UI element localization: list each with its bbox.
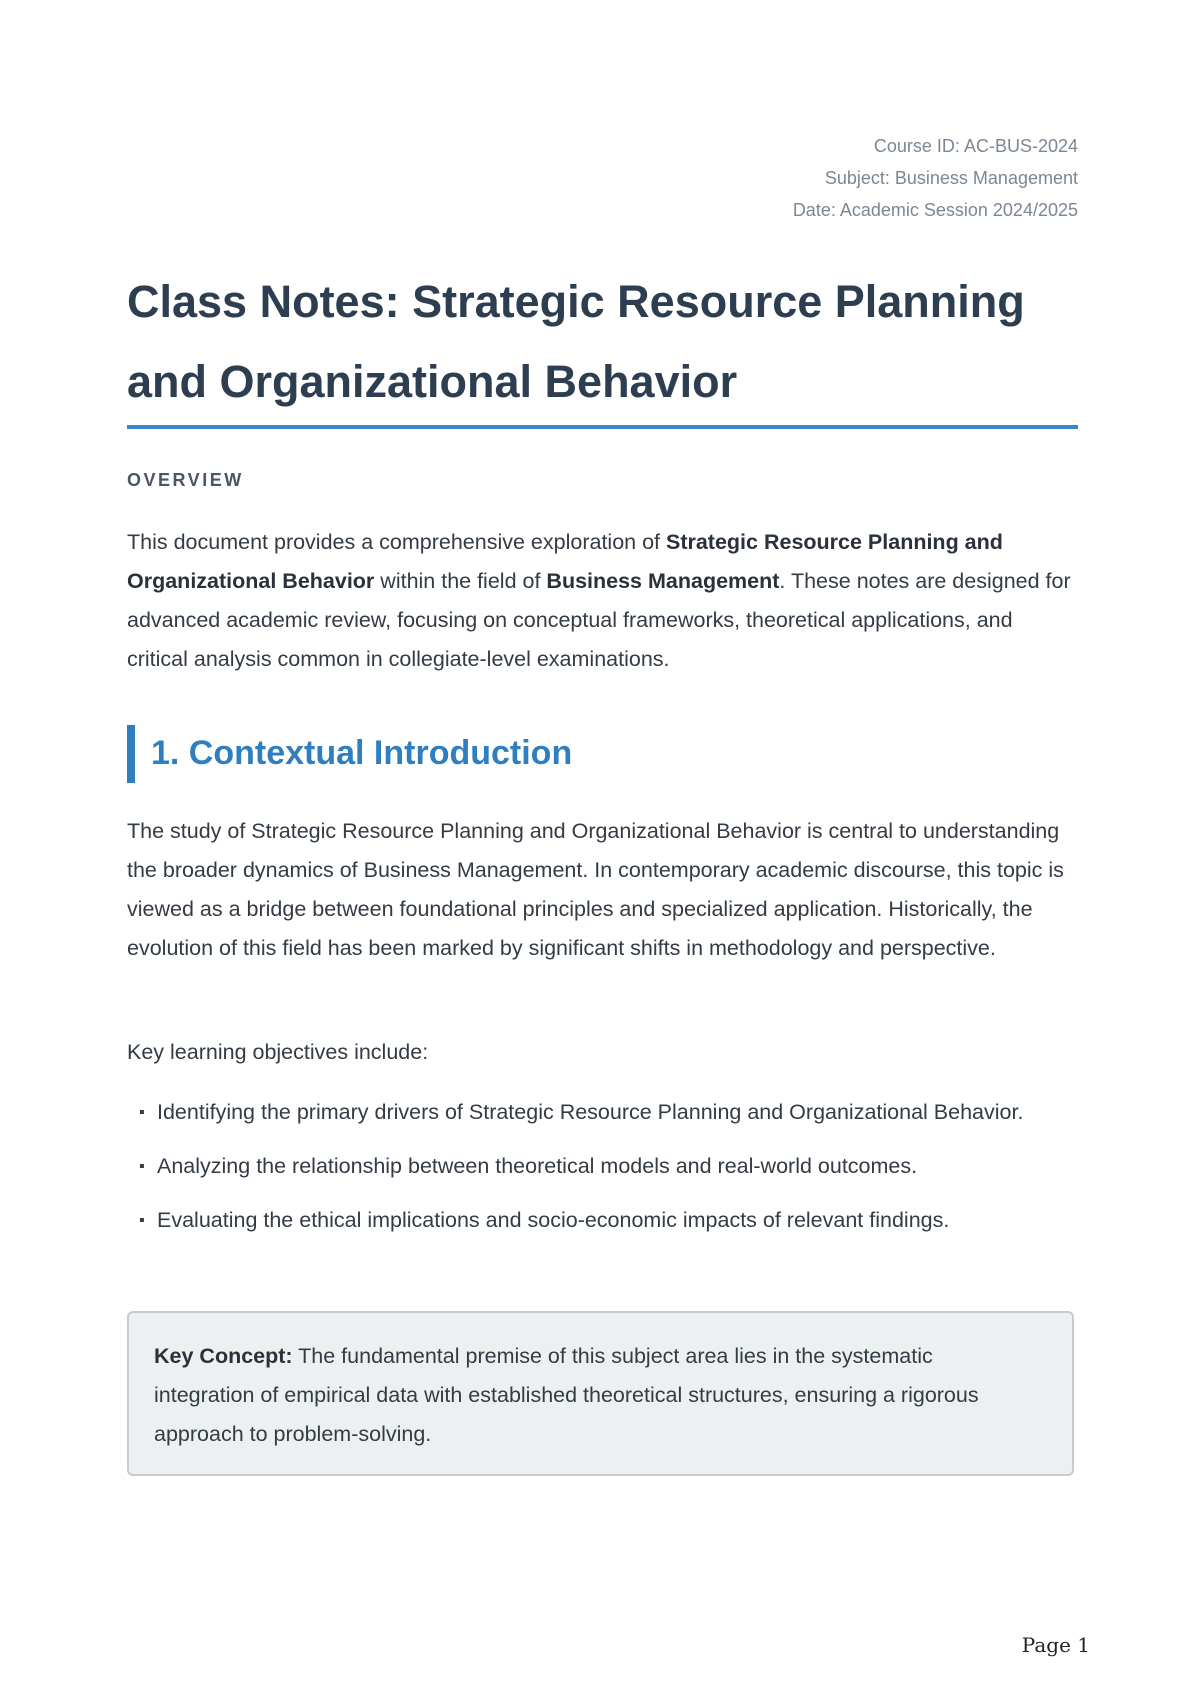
list-item [127, 1201, 1078, 1240]
section-accent-bar [127, 725, 135, 783]
course-date: Date: Academic Session 2024/2025 [792, 200, 1078, 220]
bullet-icon: ▪ [139, 1158, 145, 1175]
key-concept-body: The fundamental premise of this subject area lies in the systematic integration of empirical data with established theoretical structures, ensuring a rigorous approach to problem-solving. [154, 1344, 979, 1446]
objectives-intro: Key learning objectives include: [127, 1040, 429, 1064]
objective-text: Evaluating the ethical implications and socio-economic impacts of relevant findings. [157, 1208, 950, 1232]
key-concept-box [127, 1311, 1074, 1476]
overview-bold-topic: Strategic Resource Planning and Organizational Behavior [127, 530, 1003, 593]
overview-text-3: . These notes are designed for advanced academic review, focusing on conceptual frameworks, theoretical applications, and critical analysis common in collegiate-level examinations. [127, 569, 1071, 671]
objective-text: Analyzing the relationship between theoretical models and real-world outcomes. [157, 1154, 918, 1178]
overview-paragraph [127, 523, 1078, 679]
objectives-list [127, 1093, 1078, 1255]
section-1-title: 1. Contextual Introduction [151, 734, 573, 772]
bullet-icon: ▪ [139, 1212, 145, 1229]
list-item [127, 1093, 1078, 1132]
course-id: Course ID: AC-BUS-2024 [873, 136, 1078, 156]
bullet-icon: ▪ [139, 1104, 145, 1121]
key-concept-label: Key Concept: [154, 1344, 293, 1368]
page-number: Page 1 [1021, 1633, 1090, 1657]
overview-bold-field: Business Management [546, 569, 780, 593]
page-title: Class Notes: Strategic Resource Planning and Organizational Behavior [127, 276, 1025, 407]
course-meta [793, 130, 1078, 226]
objective-text: Identifying the primary drivers of Strategic Resource Planning and Organizational Behavior. [157, 1100, 1024, 1124]
section-1-header [127, 725, 1078, 783]
title-divider [127, 425, 1078, 429]
course-subject: Subject: Business Management [824, 168, 1078, 188]
overview-text-2: within the field of [374, 569, 547, 593]
key-concept-text [154, 1337, 1034, 1454]
context-paragraph: The study of Strategic Resource Planning and Organizational Behavior is central to understanding the broader dynamics of Business Management. In contemporary academic discourse, this topic is viewed as a bridge between foundational principles and specialized application. Historically, the evolution of this field has been marked by significant shifts in methodology and perspective. [127, 819, 1064, 960]
list-item [127, 1147, 1078, 1186]
overview-text-1: This document provides a comprehensive exploration of [127, 530, 666, 554]
overview-label: OVERVIEW [127, 470, 244, 490]
